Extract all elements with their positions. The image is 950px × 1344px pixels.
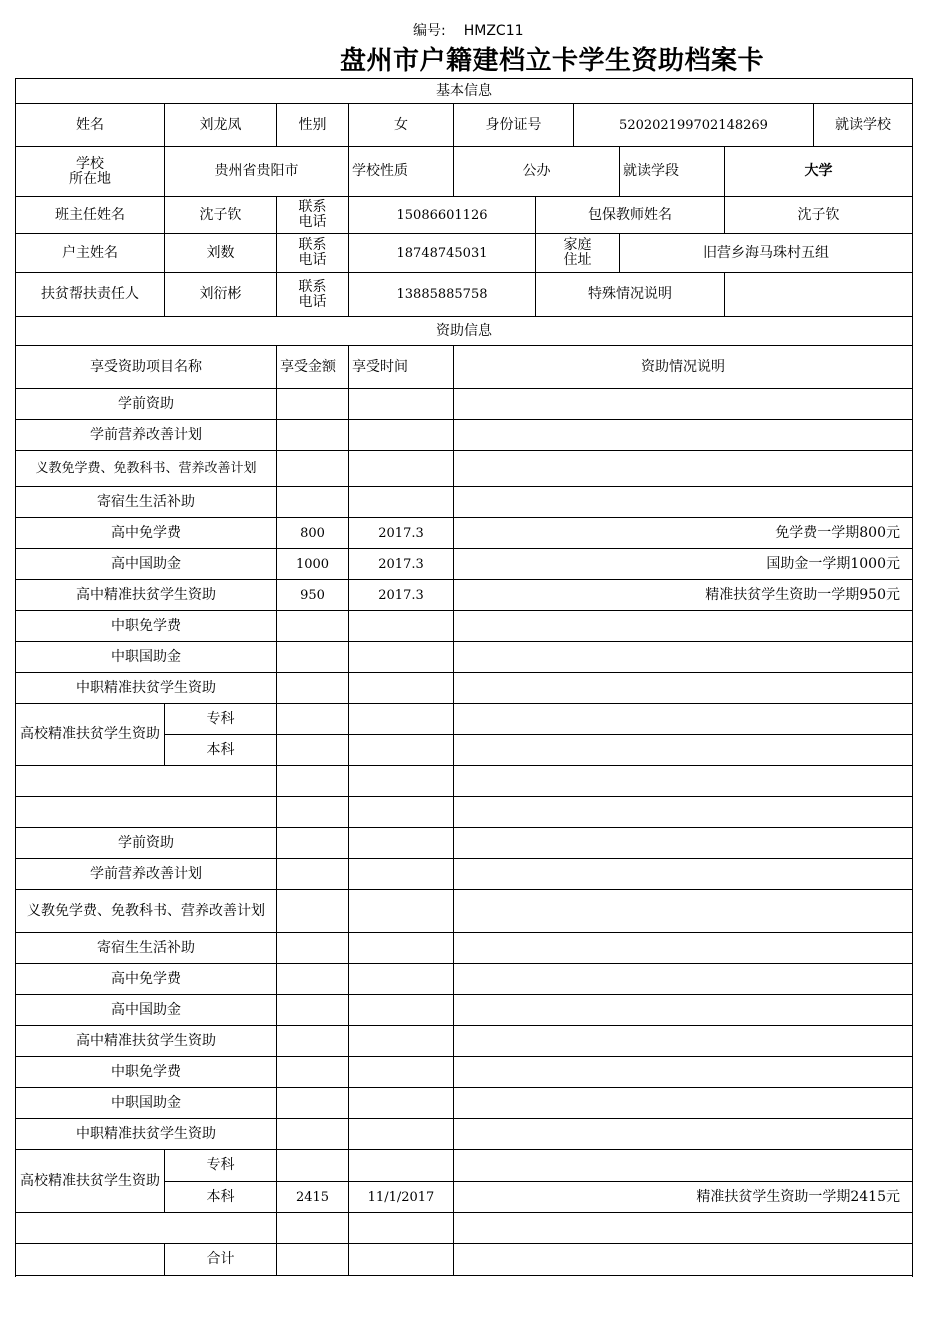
total-blank-cell: [16, 1244, 164, 1275]
code-label: 编号:: [413, 23, 446, 39]
aid-item-description: [454, 420, 912, 450]
aid-item-description: [454, 451, 912, 486]
aid-item-amount: [277, 1026, 348, 1056]
stage-label: 就读学段: [623, 163, 679, 179]
householder-phone-label: 联系 电话: [298, 237, 327, 268]
aid-item-time: 2017.3: [378, 525, 424, 541]
aid-item-description: 国助金一学期1000元: [766, 555, 900, 572]
aid-item-amount: [277, 611, 348, 641]
college-aid-label: 高校精准扶贫学生资助: [20, 1172, 160, 1189]
aid-item-amount: [277, 859, 348, 889]
basic-info-title: 基本信息: [436, 82, 492, 99]
blank-row: [16, 766, 276, 796]
aid-item-time: [349, 642, 453, 672]
aid-item-name: 中职精准扶贫学生资助: [76, 679, 216, 696]
aid-item-name: 中职国助金: [111, 648, 181, 665]
aid-item-amount: [277, 735, 348, 765]
aid-item-amount: [277, 642, 348, 672]
aid-item-amount: [277, 964, 348, 994]
aid-item-amount: [277, 420, 348, 450]
helper-phone: 13885885758: [396, 287, 488, 302]
helper-name: 刘衍彬: [199, 286, 242, 302]
aid-item-name: 中职免学费: [111, 1063, 181, 1080]
grid-line: [348, 765, 349, 797]
aid-item-name: 高中精准扶贫学生资助: [76, 1032, 216, 1049]
aid-item-name: 学前营养改善计划: [90, 426, 202, 443]
college-sub-type: 本科: [206, 1188, 235, 1205]
aid-item-amount: 2415: [295, 1189, 330, 1205]
aid-item-name: 学前资助: [118, 834, 174, 851]
grid-line: [348, 1212, 349, 1244]
aid-item-time: [349, 859, 453, 889]
helper-phone-label: 联系 电话: [298, 278, 327, 310]
aid-item-name: 中职免学费: [111, 617, 181, 634]
aid-item-time: [349, 1119, 453, 1149]
guarantee-teacher-label: 包保教师姓名: [588, 206, 672, 223]
aid-item-time: [349, 704, 453, 734]
aid-item-amount: [277, 995, 348, 1025]
aid-item-time: [349, 420, 453, 450]
code-value: HMZC11: [463, 23, 524, 39]
grid-line: [276, 1212, 277, 1244]
teacher-name: 沈子钦: [199, 206, 242, 223]
aid-item-amount: [277, 933, 348, 963]
form-bottom-line: [15, 1275, 913, 1276]
aid-item-name: 高中国助金: [111, 555, 181, 572]
aid-item-time: [349, 995, 453, 1025]
col-header-item: 享受资助项目名称: [90, 358, 202, 375]
aid-item-time: [349, 451, 453, 486]
aid-item-name: 高中免学费: [111, 524, 181, 541]
school-location-value: 贵州省贵阳市: [214, 163, 299, 179]
aid-item-description: 精准扶贫学生资助一学期2415元: [696, 1188, 900, 1205]
aid-item-description: [454, 642, 912, 672]
teacher-label: 班主任姓名: [55, 206, 125, 223]
aid-item-description: [454, 1057, 912, 1087]
aid-item-name: 学前营养改善计划: [90, 865, 202, 882]
school-type-value: 公办: [522, 163, 551, 179]
stage-value: 大学: [804, 163, 833, 179]
school-location-label: 学校 所在地: [69, 155, 111, 187]
aid-item-description: [454, 704, 912, 734]
aid-item-time: 2017.3: [378, 556, 424, 572]
aid-info-title: 资助信息: [436, 322, 492, 339]
aid-item-amount: [277, 673, 348, 703]
aid-item-amount: [277, 389, 348, 419]
aid-item-name: 寄宿生生活补助: [97, 939, 195, 956]
aid-item-time: [349, 1150, 453, 1181]
aid-item-amount: [277, 704, 348, 734]
aid-item-amount: 1000: [295, 556, 330, 572]
grid-line: [453, 796, 454, 828]
page-title: 盘州市户籍建档立卡学生资助档案卡: [340, 46, 765, 76]
aid-item-amount: [277, 828, 348, 858]
aid-item-description: 免学费一学期800元: [775, 524, 900, 541]
aid-item-description: [454, 995, 912, 1025]
college-sub-type: 本科: [206, 741, 235, 758]
special-value: [725, 273, 912, 316]
home-address: 旧营乡海马珠村五组: [703, 244, 829, 261]
total-label: 合计: [206, 1251, 235, 1267]
blank-row: [16, 797, 276, 827]
aid-item-time: [349, 933, 453, 963]
aid-item-description: [454, 1088, 912, 1118]
aid-item-time: [349, 1057, 453, 1087]
aid-item-amount: [277, 1119, 348, 1149]
college-aid-label: 高校精准扶贫学生资助: [20, 726, 160, 742]
col-header-description: 资助情况说明: [641, 358, 725, 375]
aid-item-amount: 950: [300, 587, 325, 603]
aid-item-amount: [277, 487, 348, 517]
aid-item-description: [454, 1150, 912, 1181]
teacher-phone: 15086601126: [396, 207, 488, 223]
aid-item-time: [349, 964, 453, 994]
col-header-amount: 享受金额: [280, 358, 336, 375]
aid-item-description: [454, 890, 912, 932]
student-name: 刘龙凤: [199, 116, 242, 133]
aid-item-description: [454, 1119, 912, 1149]
aid-item-name: 高中国助金: [111, 1001, 181, 1018]
address-label: 家庭 住址: [563, 237, 592, 268]
aid-item-time: [349, 1088, 453, 1118]
aid-item-description: [454, 389, 912, 419]
aid-item-time: 2017.3: [378, 587, 424, 603]
grid-line: [453, 765, 454, 797]
aid-item-amount: 800: [300, 525, 325, 541]
aid-item-time: [349, 828, 453, 858]
archive-code: [413, 20, 524, 40]
aid-item-description: 精准扶贫学生资助一学期950元: [705, 586, 900, 603]
aid-item-name: 高中免学费: [111, 970, 181, 987]
aid-item-description: [454, 964, 912, 994]
aid-item-description: [454, 735, 912, 765]
aid-item-description: [454, 611, 912, 641]
aid-item-description: [454, 859, 912, 889]
aid-item-time: [349, 487, 453, 517]
aid-item-time: [349, 890, 453, 932]
name-label: 姓名: [76, 116, 104, 133]
aid-item-name: 学前资助: [118, 395, 174, 412]
householder-name: 刘数: [206, 244, 235, 261]
grid-line: [276, 1243, 277, 1276]
college-sub-type: 专科: [206, 710, 235, 727]
grid-line: [348, 1243, 349, 1276]
aid-item-time: [349, 611, 453, 641]
gender-label: 性别: [298, 116, 327, 133]
aid-item-amount: [277, 451, 348, 486]
college-sub-type: 专科: [206, 1157, 235, 1173]
aid-item-time: [349, 673, 453, 703]
aid-item-name: 高中精准扶贫学生资助: [76, 586, 216, 603]
aid-item-description: [454, 673, 912, 703]
teacher-phone-label: 联系 电话: [298, 199, 327, 230]
aid-item-time: [349, 735, 453, 765]
grid-line: [348, 796, 349, 828]
aid-item-description: [454, 1026, 912, 1056]
id-number-value: 520202199702148269: [619, 117, 768, 133]
col-header-time: 享受时间: [352, 358, 408, 375]
aid-item-name: 义教免学费、免教科书、营养改善计划: [35, 461, 257, 476]
grid-line: [276, 796, 277, 828]
aid-item-description: [454, 487, 912, 517]
aid-item-name: 义教免学费、免教科书、营养改善计划: [27, 902, 265, 919]
grid-line: [276, 765, 277, 797]
aid-item-amount: [277, 890, 348, 932]
aid-item-time: [349, 1026, 453, 1056]
id-number-label: 身份证号: [485, 116, 542, 133]
aid-item-name: 寄宿生生活补助: [97, 493, 195, 510]
aid-item-amount: [277, 1150, 348, 1181]
helper-label: 扶贫帮扶责任人: [41, 286, 139, 302]
form-right-border: [912, 78, 913, 1277]
aid-item-amount: [277, 1088, 348, 1118]
householder-label: 户主姓名: [62, 244, 118, 261]
householder-phone: 18748745031: [396, 245, 488, 261]
school-label: 就读学校: [835, 116, 891, 133]
grid-line: [453, 1212, 454, 1244]
aid-item-description: [454, 828, 912, 858]
student-gender: 女: [394, 116, 408, 133]
aid-item-description: [454, 933, 912, 963]
guarantee-teacher-name: 沈子钦: [797, 206, 840, 223]
grid-line: [453, 1243, 454, 1276]
aid-item-name: 中职国助金: [111, 1094, 181, 1111]
aid-item-time: [349, 389, 453, 419]
aid-item-amount: [277, 1057, 348, 1087]
special-label: 特殊情况说明: [588, 286, 672, 302]
school-type-label: 学校性质: [352, 163, 408, 179]
aid-item-time: 11/1/2017: [367, 1189, 435, 1205]
aid-item-name: 中职精准扶贫学生资助: [76, 1125, 216, 1142]
blank-row: [16, 1213, 276, 1243]
